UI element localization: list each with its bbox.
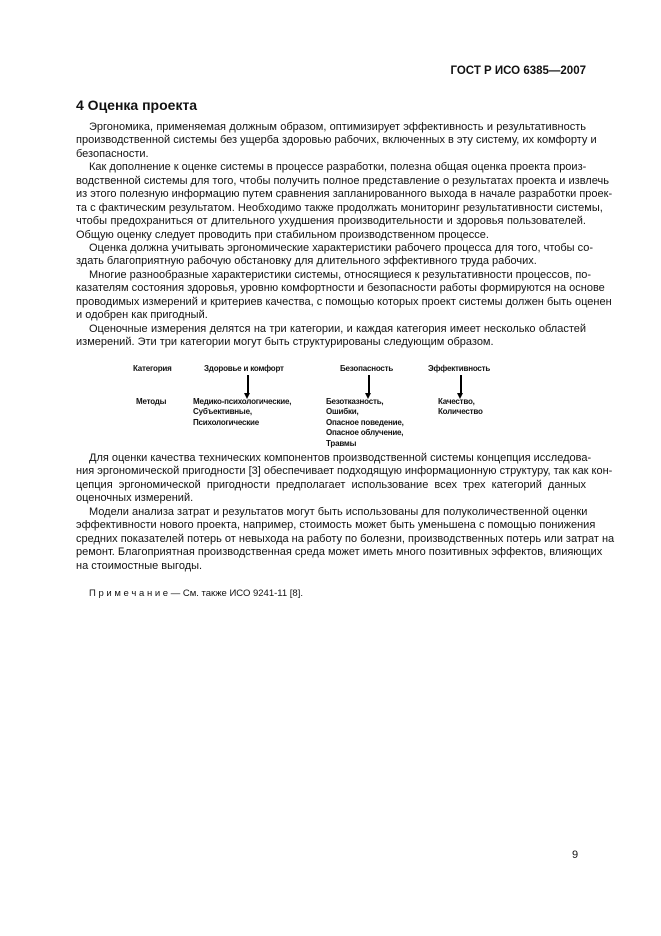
paragraph (76, 121, 597, 161)
arrow-down-icon (368, 375, 370, 395)
paragraph (76, 241, 594, 269)
method-item: Субъективные, (193, 407, 252, 417)
paragraph-line: средних показателей потерь от невыхода на работу по болезни, производственных потерь или затрат на (76, 532, 615, 545)
paragraph-line: Оценочные измерения делятся на три категории, и каждая категория имеет несколько областей (89, 322, 586, 335)
diagram-methods-label: Методы (136, 397, 167, 406)
body-text-after-diagram (76, 452, 615, 573)
paragraph-line: эффективности нового проекта, например, стоимость может быть уменьшена с помощью понижения (76, 519, 596, 532)
paragraph-line: оценочных измерений. (76, 492, 194, 505)
method-item: Безотказность, (326, 397, 384, 406)
diagram-category-efficiency: Эффективность (428, 364, 491, 373)
paragraph-line: здать благоприятную рабочую обстановку для длительного эффективного труда рабочих. (76, 255, 537, 268)
document-header: ГОСТ Р ИСО 6385—2007 (450, 65, 586, 77)
paragraph-line: водственной системы для того, чтобы получить полное представление о результатах проекта и извлечь (76, 174, 609, 187)
paragraph-line: чтобы предохраниться от длительного ухудшения производительности и здоровья пользователей. (76, 215, 586, 228)
method-item: Опасное облучение, (326, 428, 404, 438)
paragraph-line: Общую оценку следует проводить при стабильном производственном процессе. (76, 228, 489, 241)
method-item: Качество, (438, 397, 475, 406)
paragraph-line: Эргономика, применяемая должным образом, оптимизирует эффективность и результативность (89, 121, 586, 133)
paragraph-line: безопасности. (76, 147, 149, 160)
paragraph-line: из этого полезную информацию путем сравнения запланированного выхода в начале разработки проек- (76, 188, 613, 201)
paragraph-line: и одобрен как пригодный. (76, 309, 208, 322)
paragraph-line: казателям состояния здоровья, уровню комфортности и безопасности работы формируются на основе (76, 282, 605, 295)
paragraph (76, 323, 586, 350)
diagram-methods-efficiency (438, 397, 483, 418)
method-item: Медико-психологические, (193, 397, 292, 406)
method-item: Опасное поведение, (326, 417, 404, 427)
diagram-category-health: Здоровье и комфорт (204, 364, 284, 373)
method-item: Количество (438, 407, 483, 417)
paragraph (76, 268, 612, 323)
method-item: Ошибки, (326, 407, 359, 417)
paragraph-line: Как дополнение к оценке системы в процессе разработки, полезна общая оценка проекта произ- (89, 161, 587, 174)
diagram-category-safety: Безопасность (340, 364, 394, 373)
arrow-down-icon (460, 375, 462, 395)
paragraph-line: цепция эргономической пригодности предполагает использование всех трех категорий данных (76, 478, 586, 491)
diagram-methods-safety (326, 397, 404, 449)
diagram-category-label: Категория (133, 364, 172, 373)
note: П р и м е ч а н и е — См. также ИСО 9241-11 [8]. (89, 588, 303, 599)
paragraph-line: ния эргономической пригодности [3] обеспечивает подходящую информационную структуру, так как кон- (76, 465, 613, 478)
section-title: 4 Оценка проекта (76, 97, 198, 113)
paragraph-line: Для оценки качества технических компонентов производственной системы концепция исследова- (89, 452, 592, 464)
paragraph-line: та с фактическим результатом. Необходимо также продолжать мониторинг результативности системы, (76, 201, 603, 214)
paragraph-line: производственной системы без ущерба здоровью рабочих, включенных в эту систему, их комфорту и (76, 134, 597, 147)
paragraph-line: на стоимостные выгоды. (76, 559, 203, 572)
page-number: 9 (572, 849, 579, 861)
paragraph (76, 452, 613, 506)
body-text-before-diagram (76, 121, 613, 349)
paragraph-line: ремонт. Благоприятная производственная среда может иметь много позитивных эффектов, влияющих (76, 546, 603, 559)
paragraph (76, 161, 613, 242)
paragraph-line: измерений. Эти три категории могут быть структурированы следующим образом. (76, 336, 494, 348)
method-item: Травмы (326, 438, 357, 448)
paragraph (76, 505, 615, 573)
method-item: Психологические (193, 417, 259, 427)
paragraph-line: Оценка должна учитывать эргономические характеристики рабочего процесса для того, чтобы со- (89, 241, 594, 254)
paragraph-line: проводимых измерений и критериев качества, с помощью которых проект системы должен быть оценен (76, 295, 612, 308)
arrow-down-icon (247, 375, 249, 395)
diagram-methods-health (193, 397, 291, 428)
paragraph-line: Модели анализа затрат и результатов могут быть использованы для полуколичественной оценки (89, 505, 588, 518)
paragraph-line: Многие разнообразные характеристики системы, относящиеся к результативности процессов, по- (89, 268, 592, 281)
